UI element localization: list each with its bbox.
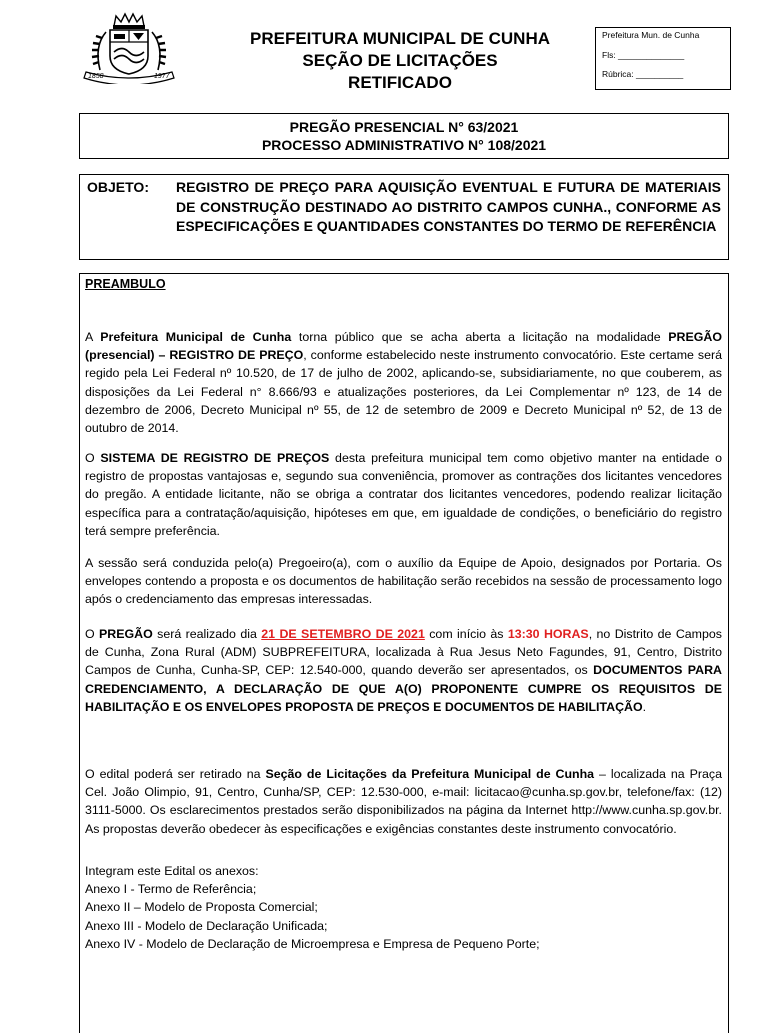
page-stamp-box (595, 27, 731, 90)
processo-number: PROCESSO ADMINISTRATIVO N° 108/2021 (261, 137, 547, 153)
annex-list (85, 862, 722, 953)
session-time: 13:30 HORAS (507, 627, 589, 641)
preambulo-section (79, 273, 729, 1033)
stamp-line-1: Prefeitura Mun. de Cunha (602, 30, 700, 40)
annex-intro: Integram este Edital os anexos: (85, 864, 259, 878)
paragraph-4: O PREGÃO será realizado dia 21 DE SETEMBRO DE 2021 com início às 13:30 HORAS, no Distrito de Campos de Cunha, Zona Rural (ADM) SUBPREFEITURA, localizada à Rua Jesus Neto Fagundes, 91, Centro, Distrito Campos de Cunha, Cunha-SP, CEP: 12.540-000, quando deverão ser apresentados, os DOCUMENTOS PARA CREDENCIAMENTO, A DECLARAÇÃO DE QUE A(O) PROPONENTE CUMPRE OS REQUISITOS DE HABILITAÇÃO E OS ENVELOPES PROPOSTA DE PREÇOS E DOCUMENTOS DE HABILITAÇÃO. (85, 627, 722, 714)
preambulo-heading: PREAMBULO (85, 277, 166, 291)
header-line-2: SEÇÃO DE LICITAÇÕES (302, 51, 498, 70)
paragraph-5: O edital poderá ser retirado na Seção de Licitações da Prefeitura Municipal de Cunha – localizada na Praça Cel. João Olimpio, 91, Centro, Cunha/SP, CEP: 12.530-000, e-mail: licitacao@cunha.sp.gov.br, telefone/fax: (12) 3111-5000. Os esclarecimentos prestados serão disponibilizados na página da Internet http://www.cunha.sp.gov.br. As propostas deverão obedecer às especificações e exigências constantes deste instrumento convocatório. (85, 767, 722, 836)
pregao-number: PREGÃO PRESENCIAL N° 63/2021 (289, 119, 519, 135)
header-line-1: PREFEITURA MUNICIPAL DE CUNHA (249, 29, 551, 48)
paragraph-3: A sessão será conduzida pelo(a) Pregoeiro(a), com o auxílio da Equipe de Apoio, designados por Portaria. Os envelopes contendo a proposta e os documentos de habilitação serão recebidos na sessão de processamento logo após o credenciamento das empresas interessadas. (85, 556, 722, 607)
paragraph-2: O SISTEMA DE REGISTRO DE PREÇOS desta prefeitura municipal tem como objetivo manter na entidade o registro de propostas vantajosas e, segundo sua conveniência, promover as contrações dos licitantes vencedores do pregão. A entidade licitante, não se obriga a contratar dos licitantes vencedores, podendo realizar licitação específica para a contratação/aquisição, hipóteses em que, em igualdade de condições, o beneficiário do registro terá sempre preferência. (85, 451, 722, 538)
annex-item-4: Anexo IV - Modelo de Declaração de Microempresa e Empresa de Pequeno Porte; (85, 936, 540, 951)
annex-item-1: Anexo I - Termo de Referência; (85, 882, 257, 897)
header-line-3: RETIFICADO (348, 73, 452, 92)
objeto-box (79, 174, 729, 260)
annex-item-3: Anexo III - Modelo de Declaração Unificada; (85, 918, 328, 933)
annex-item-2: Anexo II – Modelo de Proposta Comercial; (85, 900, 318, 915)
stamp-line-fls: Fls: ______________ (602, 50, 685, 60)
logo-year-left: 1858 (88, 73, 104, 80)
session-date: 21 DE SETEMBRO DE 2021 (261, 627, 425, 641)
header-title (200, 28, 600, 94)
objeto-text: REGISTRO DE PREÇO PARA AQUISIÇÃO EVENTUAL E FUTURA DE MATERIAIS DE CONSTRUÇÃO DESTINADO AO DISTRITO CAMPOS CUNHA., CONFORME AS ESPECIFICAÇÕES E QUANTIDADES CONSTANTES DO TERMO DE REFERÊNCIA (176, 179, 721, 234)
logo-year-right: 1977 (154, 73, 170, 80)
coat-of-arms-logo (76, 12, 182, 84)
stamp-line-rubrica: Rúbrica: __________ (602, 69, 684, 79)
paragraph-1: A Prefeitura Municipal de Cunha torna público que se acha aberta a licitação na modalidade PREGÃO (presencial) – REGISTRO DE PREÇO, conforme estabelecido neste instrumento convocatório. Este certame será regido pela Lei Federal nº 10.520, de 17 de julho de 2002, aplicando-se, subsidiariamente, no que couberem, as disposições da Lei Federal n° 8.666/93 e atualizações posteriores, da Lei Complementar nº 123, de 14 de dezembro de 2006, Decreto Municipal nº 55, de 12 de setembro de 2009 e Decreto Municipal nº 52, de 13 de outubro de 2014. (85, 330, 722, 436)
process-title-box (79, 113, 729, 159)
objeto-label: OBJETO: (87, 179, 149, 195)
